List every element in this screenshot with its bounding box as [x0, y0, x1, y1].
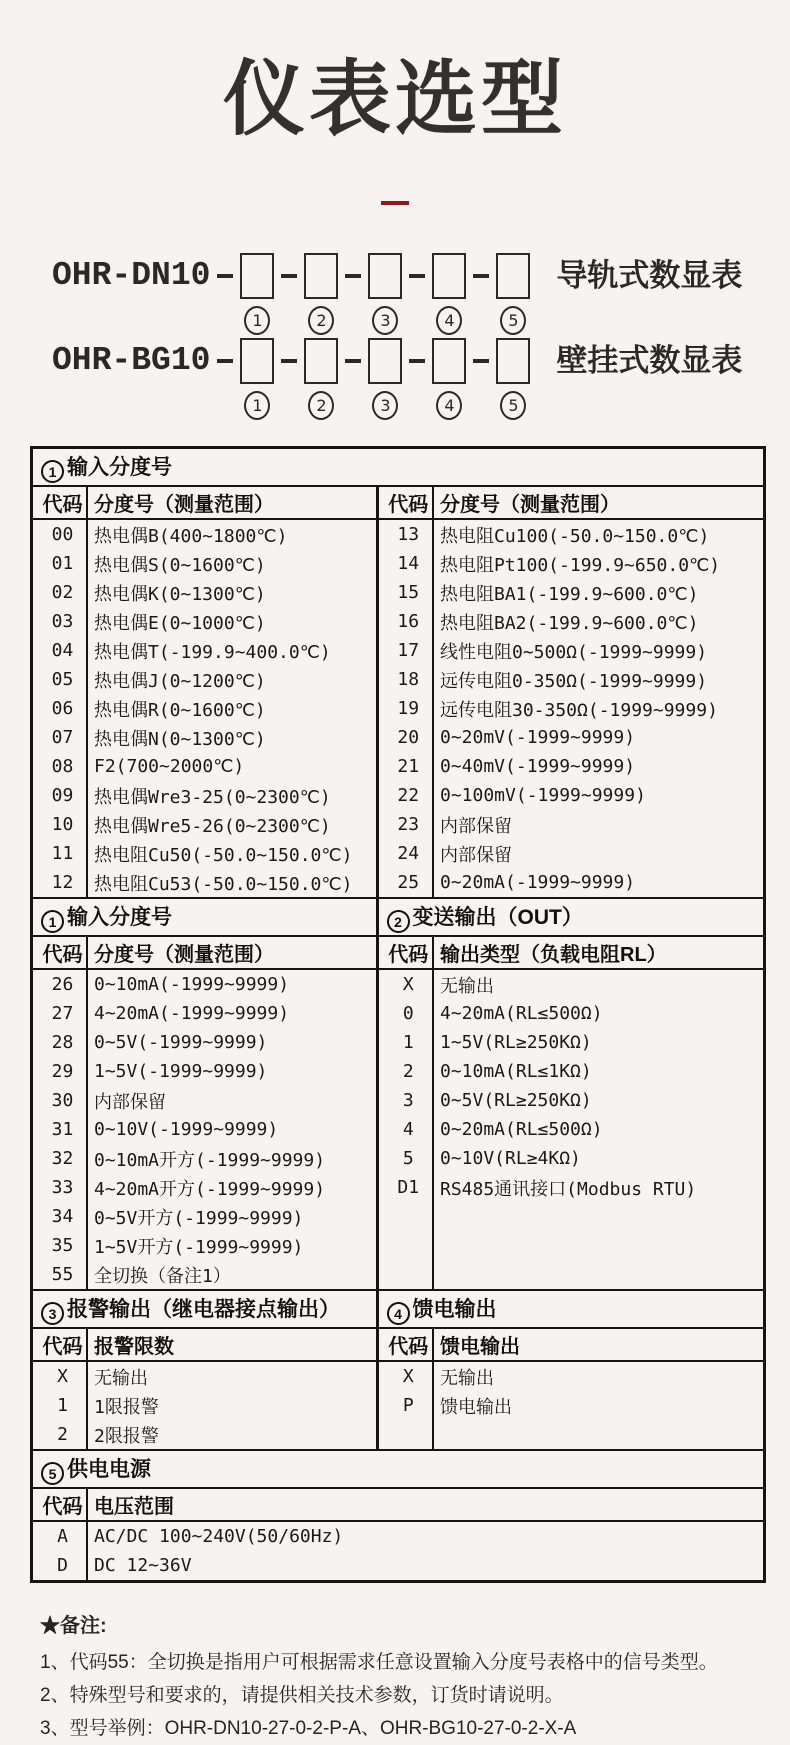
cell-code: D1: [377, 1173, 433, 1202]
cell-desc: 热电偶E(0~1000℃): [87, 607, 377, 636]
section-title: 供电电源: [67, 1457, 151, 1481]
cell-code: 28: [51, 1032, 74, 1053]
cell-code: 55: [51, 1264, 74, 1285]
cell-desc: 0~20mV(-1999~9999): [433, 723, 763, 752]
cell-code: 1: [57, 1395, 68, 1416]
note-line: 2、特殊型号和要求的，请提供相关技术参数，订货时请说明。: [40, 1685, 564, 1706]
cell-desc: 远传电阻0-350Ω(-1999~9999): [433, 665, 763, 694]
column-header-cell: 分度号（测量范围）: [87, 486, 377, 519]
column-header-cell: 分度号（测量范围）: [87, 936, 377, 969]
cell-desc: 全切换（备注1）: [87, 1260, 377, 1290]
cell-code: 26: [51, 974, 74, 995]
cell-desc: 无输出: [87, 1361, 377, 1391]
model-slot: [304, 253, 338, 335]
table-row: [33, 781, 763, 810]
cell-desc: 热电阻Pt100(-199.9~650.0℃): [433, 549, 763, 578]
cell-desc: 内部保留: [87, 1086, 377, 1115]
cell-code: 30: [51, 1090, 74, 1111]
circled-number-icon: 2: [308, 306, 334, 335]
circled-number-icon: 3: [372, 391, 398, 420]
cell-code: 05: [51, 669, 74, 690]
cell-code: 19: [377, 694, 433, 723]
cell-desc: 2限报警: [87, 1420, 377, 1450]
cell-code: 35: [51, 1235, 74, 1256]
cell-code: 09: [51, 785, 74, 806]
model-slot: [496, 253, 530, 335]
cell-code: 10: [51, 814, 74, 835]
cell-code: X: [377, 1361, 433, 1391]
cell-desc: 1~5V(RL≥250KΩ): [433, 1028, 763, 1057]
cell-code: 0: [377, 999, 433, 1028]
table-row: [33, 969, 763, 999]
cell-code: 33: [51, 1177, 74, 1198]
cell-code: 32: [51, 1148, 74, 1169]
model-slot: [368, 338, 402, 420]
table-row: [33, 1420, 763, 1450]
model-slot-box: [304, 338, 338, 384]
cell-desc: 0~10mA开方(-1999~9999): [87, 1144, 377, 1173]
cell-code: 25: [377, 868, 433, 898]
column-header-cell: 代码: [377, 1328, 433, 1361]
cell-desc: 0~5V(RL≥250KΩ): [433, 1086, 763, 1115]
notes: [40, 1609, 790, 1745]
table-row: [33, 578, 763, 607]
model-slot-box: [496, 338, 530, 384]
dash-separator: [281, 253, 297, 299]
circled-number-icon: 1: [244, 306, 270, 335]
title-divider: [381, 201, 409, 205]
cell-desc: 1限报警: [87, 1391, 377, 1420]
cell-code: 07: [51, 727, 74, 748]
circled-number-icon: 3: [372, 306, 398, 335]
cell-code: 24: [377, 839, 433, 868]
section-header: [377, 898, 763, 936]
column-header-cell: 分度号（测量范围）: [433, 486, 763, 519]
column-header-cell: 代码: [33, 1328, 87, 1361]
cell-desc: 0~5V(-1999~9999): [87, 1028, 377, 1057]
cell-desc: 热电阻BA1(-199.9~600.0℃): [433, 578, 763, 607]
column-header-row: [33, 936, 763, 969]
cell-desc: 热电阻Cu53(-50.0~150.0℃): [87, 868, 377, 898]
section-title: 报警输出（继电器接点输出）: [67, 1297, 340, 1321]
table-row: [33, 1260, 763, 1290]
cell-desc: 0~10mA(RL≤1KΩ): [433, 1057, 763, 1086]
cell-code: 13: [377, 519, 433, 549]
note-line: 1、代码55：全切换是指用户可根据需求任意设置输入分度号表格中的信号类型。: [40, 1652, 718, 1673]
cell-code: [377, 1202, 433, 1231]
table-row: [33, 1231, 763, 1260]
cell-code: 18: [377, 665, 433, 694]
selection-table-body: [33, 449, 763, 1580]
selection-table-grid: [33, 449, 763, 1580]
table-row: [33, 636, 763, 665]
table-row: [33, 1115, 763, 1144]
model-slot: [432, 338, 466, 420]
cell-desc: 无输出: [433, 969, 763, 999]
section-title: 输入分度号: [67, 905, 172, 929]
page-title: 仪表选型: [222, 52, 567, 147]
circled-number-icon: 4: [387, 1302, 410, 1325]
table-row: [33, 1028, 763, 1057]
cell-desc: 热电阻BA2(-199.9~600.0℃): [433, 607, 763, 636]
cell-code: 3: [377, 1086, 433, 1115]
cell-code: 02: [51, 582, 74, 603]
circled-number-icon: 1: [41, 460, 64, 483]
cell-desc: 热电阻Cu100(-50.0~150.0℃): [433, 519, 763, 549]
model-slot: [240, 338, 274, 420]
table-row: [33, 1391, 763, 1420]
cell-desc: [433, 1420, 763, 1450]
selection-table: [30, 446, 766, 1583]
cell-code: X: [57, 1366, 68, 1387]
model-slot-box: [240, 253, 274, 299]
cell-desc: F2(700~2000℃): [87, 752, 377, 781]
table-row: [33, 810, 763, 839]
cell-code: 34: [51, 1206, 74, 1227]
cell-code: 04: [51, 640, 74, 661]
cell-code: 21: [377, 752, 433, 781]
model-slot-box: [496, 253, 530, 299]
section-header: [33, 449, 763, 486]
section-header: [33, 1290, 377, 1328]
table-row: [33, 1202, 763, 1231]
circled-number-icon: 1: [244, 391, 270, 420]
dash-separator: [217, 253, 233, 299]
cell-code: 00: [51, 524, 74, 545]
section-title: 变送输出（OUT）: [412, 905, 583, 929]
circled-number-icon: 5: [500, 306, 526, 335]
cell-code: 15: [377, 578, 433, 607]
cell-desc: 1~5V开方(-1999~9999): [87, 1231, 377, 1260]
cell-code: 2: [57, 1424, 68, 1445]
column-header-row: [33, 486, 763, 519]
circled-number-icon: 1: [41, 910, 64, 933]
table-row: [33, 607, 763, 636]
table-row: [33, 1361, 763, 1391]
cell-code: 29: [51, 1061, 74, 1082]
cell-desc: 热电偶T(-199.9~400.0℃): [87, 636, 377, 665]
table-row: [33, 1144, 763, 1173]
column-header-cell: 电压范围: [87, 1488, 763, 1521]
cell-desc: [433, 1231, 763, 1260]
section-header: [33, 1450, 763, 1488]
cell-code: 4: [377, 1115, 433, 1144]
model-type-label: 壁挂式数显表: [556, 343, 743, 378]
column-header-row: [33, 1488, 763, 1521]
circled-number-icon: 5: [41, 1462, 64, 1485]
model-slot-box: [432, 338, 466, 384]
cell-desc: 0~20mA(-1999~9999): [433, 868, 763, 898]
section-header-row: [33, 1290, 763, 1328]
cell-code: 23: [377, 810, 433, 839]
column-header-row: [33, 1328, 763, 1361]
note-line: 3、型号举例：OHR-DN10-27-0-2-P-A、OHR-BG10-27-0-2-X-A: [40, 1718, 577, 1739]
cell-desc: 0~10V(RL≥4KΩ): [433, 1144, 763, 1173]
column-header-cell: 代码: [377, 486, 433, 519]
section-title: 输入分度号: [67, 455, 172, 479]
dash-separator: [345, 338, 361, 384]
model-row: [52, 338, 790, 420]
notes-lines: [40, 1646, 790, 1745]
table-row: [33, 1551, 763, 1580]
cell-code: A: [57, 1526, 68, 1547]
cell-desc: AC/DC 100~240V(50/60Hz): [87, 1521, 763, 1551]
column-header-cell: 报警限数: [87, 1328, 377, 1361]
column-header-cell: 代码: [33, 1488, 87, 1521]
table-row: [33, 999, 763, 1028]
table-row: [33, 1086, 763, 1115]
cell-code: 01: [51, 553, 74, 574]
dash-separator: [473, 338, 489, 384]
cell-code: 16: [377, 607, 433, 636]
circled-number-icon: 2: [308, 391, 334, 420]
cell-desc: DC 12~36V: [87, 1551, 763, 1580]
cell-code: D: [57, 1555, 68, 1576]
cell-code: 17: [377, 636, 433, 665]
cell-desc: 0~10V(-1999~9999): [87, 1115, 377, 1144]
cell-desc: RS485通讯接口(Modbus RTU): [433, 1173, 763, 1202]
circled-number-icon: 3: [41, 1302, 64, 1325]
cell-desc: 热电偶J(0~1200℃): [87, 665, 377, 694]
cell-desc: 0~10mA(-1999~9999): [87, 969, 377, 999]
table-row: [33, 839, 763, 868]
cell-code: 1: [377, 1028, 433, 1057]
cell-code: 31: [51, 1119, 74, 1140]
cell-code: 14: [377, 549, 433, 578]
section-header-row: [33, 1450, 763, 1488]
section-header: [377, 1290, 763, 1328]
table-row: [33, 1057, 763, 1086]
cell-desc: 1~5V(-1999~9999): [87, 1057, 377, 1086]
model-diagrams: [52, 253, 790, 420]
cell-code: 08: [51, 756, 74, 777]
cell-code: 22: [377, 781, 433, 810]
table-row: [33, 1173, 763, 1202]
model-type-label: 导轨式数显表: [556, 258, 743, 293]
model-slot-box: [304, 253, 338, 299]
model-code: OHR-BG10: [52, 342, 211, 379]
cell-desc: 4~20mA(RL≤500Ω): [433, 999, 763, 1028]
cell-code: [377, 1260, 433, 1290]
table-row: [33, 549, 763, 578]
column-header-cell: 代码: [377, 936, 433, 969]
table-row: [33, 519, 763, 549]
dash-separator: [409, 253, 425, 299]
cell-code: 03: [51, 611, 74, 632]
cell-code: [377, 1420, 433, 1450]
cell-code: 11: [51, 843, 74, 864]
cell-desc: 无输出: [433, 1361, 763, 1391]
section-header-row: [33, 898, 763, 936]
cell-desc: 0~20mA(RL≤500Ω): [433, 1115, 763, 1144]
cell-code: 5: [377, 1144, 433, 1173]
circled-number-icon: 4: [436, 306, 462, 335]
model-slot: [432, 253, 466, 335]
table-row: [33, 868, 763, 898]
cell-desc: 馈电输出: [433, 1391, 763, 1420]
column-header-cell: 代码: [33, 486, 87, 519]
cell-desc: 线性电阻0~500Ω(-1999~9999): [433, 636, 763, 665]
cell-desc: 热电偶R(0~1600℃): [87, 694, 377, 723]
table-row: [33, 665, 763, 694]
column-header-cell: 代码: [33, 936, 87, 969]
cell-desc: 热电偶N(0~1300℃): [87, 723, 377, 752]
cell-code: 12: [51, 872, 74, 893]
cell-code: [377, 1231, 433, 1260]
cell-code: P: [377, 1391, 433, 1420]
table-row: [33, 723, 763, 752]
model-slot: [304, 338, 338, 420]
model-slot: [240, 253, 274, 335]
cell-desc: 热电偶B(400~1800℃): [87, 519, 377, 549]
section-title: 馈电输出: [412, 1297, 497, 1321]
circled-number-icon: 2: [387, 910, 410, 933]
cell-desc: 热电偶K(0~1300℃): [87, 578, 377, 607]
dash-separator: [281, 338, 297, 384]
cell-desc: 热电阻Cu50(-50.0~150.0℃): [87, 839, 377, 868]
model-slot-box: [432, 253, 466, 299]
model-slot-box: [240, 338, 274, 384]
model-row: [52, 253, 790, 335]
cell-desc: [433, 1202, 763, 1231]
model-code: OHR-DN10: [52, 257, 211, 294]
table-row: [33, 1521, 763, 1551]
column-header-cell: 输出类型（负载电阻RL）: [433, 936, 763, 969]
cell-desc: 内部保留: [433, 810, 763, 839]
table-row: [33, 752, 763, 781]
model-slot: [496, 338, 530, 420]
cell-desc: 0~40mV(-1999~9999): [433, 752, 763, 781]
section-header: [33, 898, 377, 936]
model-slot-box: [368, 253, 402, 299]
cell-desc: 热电偶Wre5-26(0~2300℃): [87, 810, 377, 839]
dash-separator: [409, 338, 425, 384]
circled-number-icon: 4: [436, 391, 462, 420]
cell-desc: 4~20mA开方(-1999~9999): [87, 1173, 377, 1202]
cell-code: 20: [377, 723, 433, 752]
cell-code: X: [377, 969, 433, 999]
cell-desc: 0~5V开方(-1999~9999): [87, 1202, 377, 1231]
dash-separator: [345, 253, 361, 299]
model-slot: [368, 253, 402, 335]
dash-separator: [217, 338, 233, 384]
cell-code: 06: [51, 698, 74, 719]
cell-desc: 热电偶S(0~1600℃): [87, 549, 377, 578]
cell-desc: 0~100mV(-1999~9999): [433, 781, 763, 810]
cell-code: 27: [51, 1003, 74, 1024]
section-header-row: [33, 449, 763, 486]
cell-desc: [433, 1260, 763, 1290]
dash-separator: [473, 253, 489, 299]
cell-desc: 4~20mA(-1999~9999): [87, 999, 377, 1028]
cell-desc: 热电偶Wre3-25(0~2300℃): [87, 781, 377, 810]
cell-code: 2: [377, 1057, 433, 1086]
column-header-cell: 馈电输出: [433, 1328, 763, 1361]
notes-title: ★备注:: [40, 1615, 107, 1637]
circled-number-icon: 5: [500, 391, 526, 420]
cell-desc: 内部保留: [433, 839, 763, 868]
table-row: [33, 694, 763, 723]
model-slot-box: [368, 338, 402, 384]
cell-desc: 远传电阻30-350Ω(-1999~9999): [433, 694, 763, 723]
